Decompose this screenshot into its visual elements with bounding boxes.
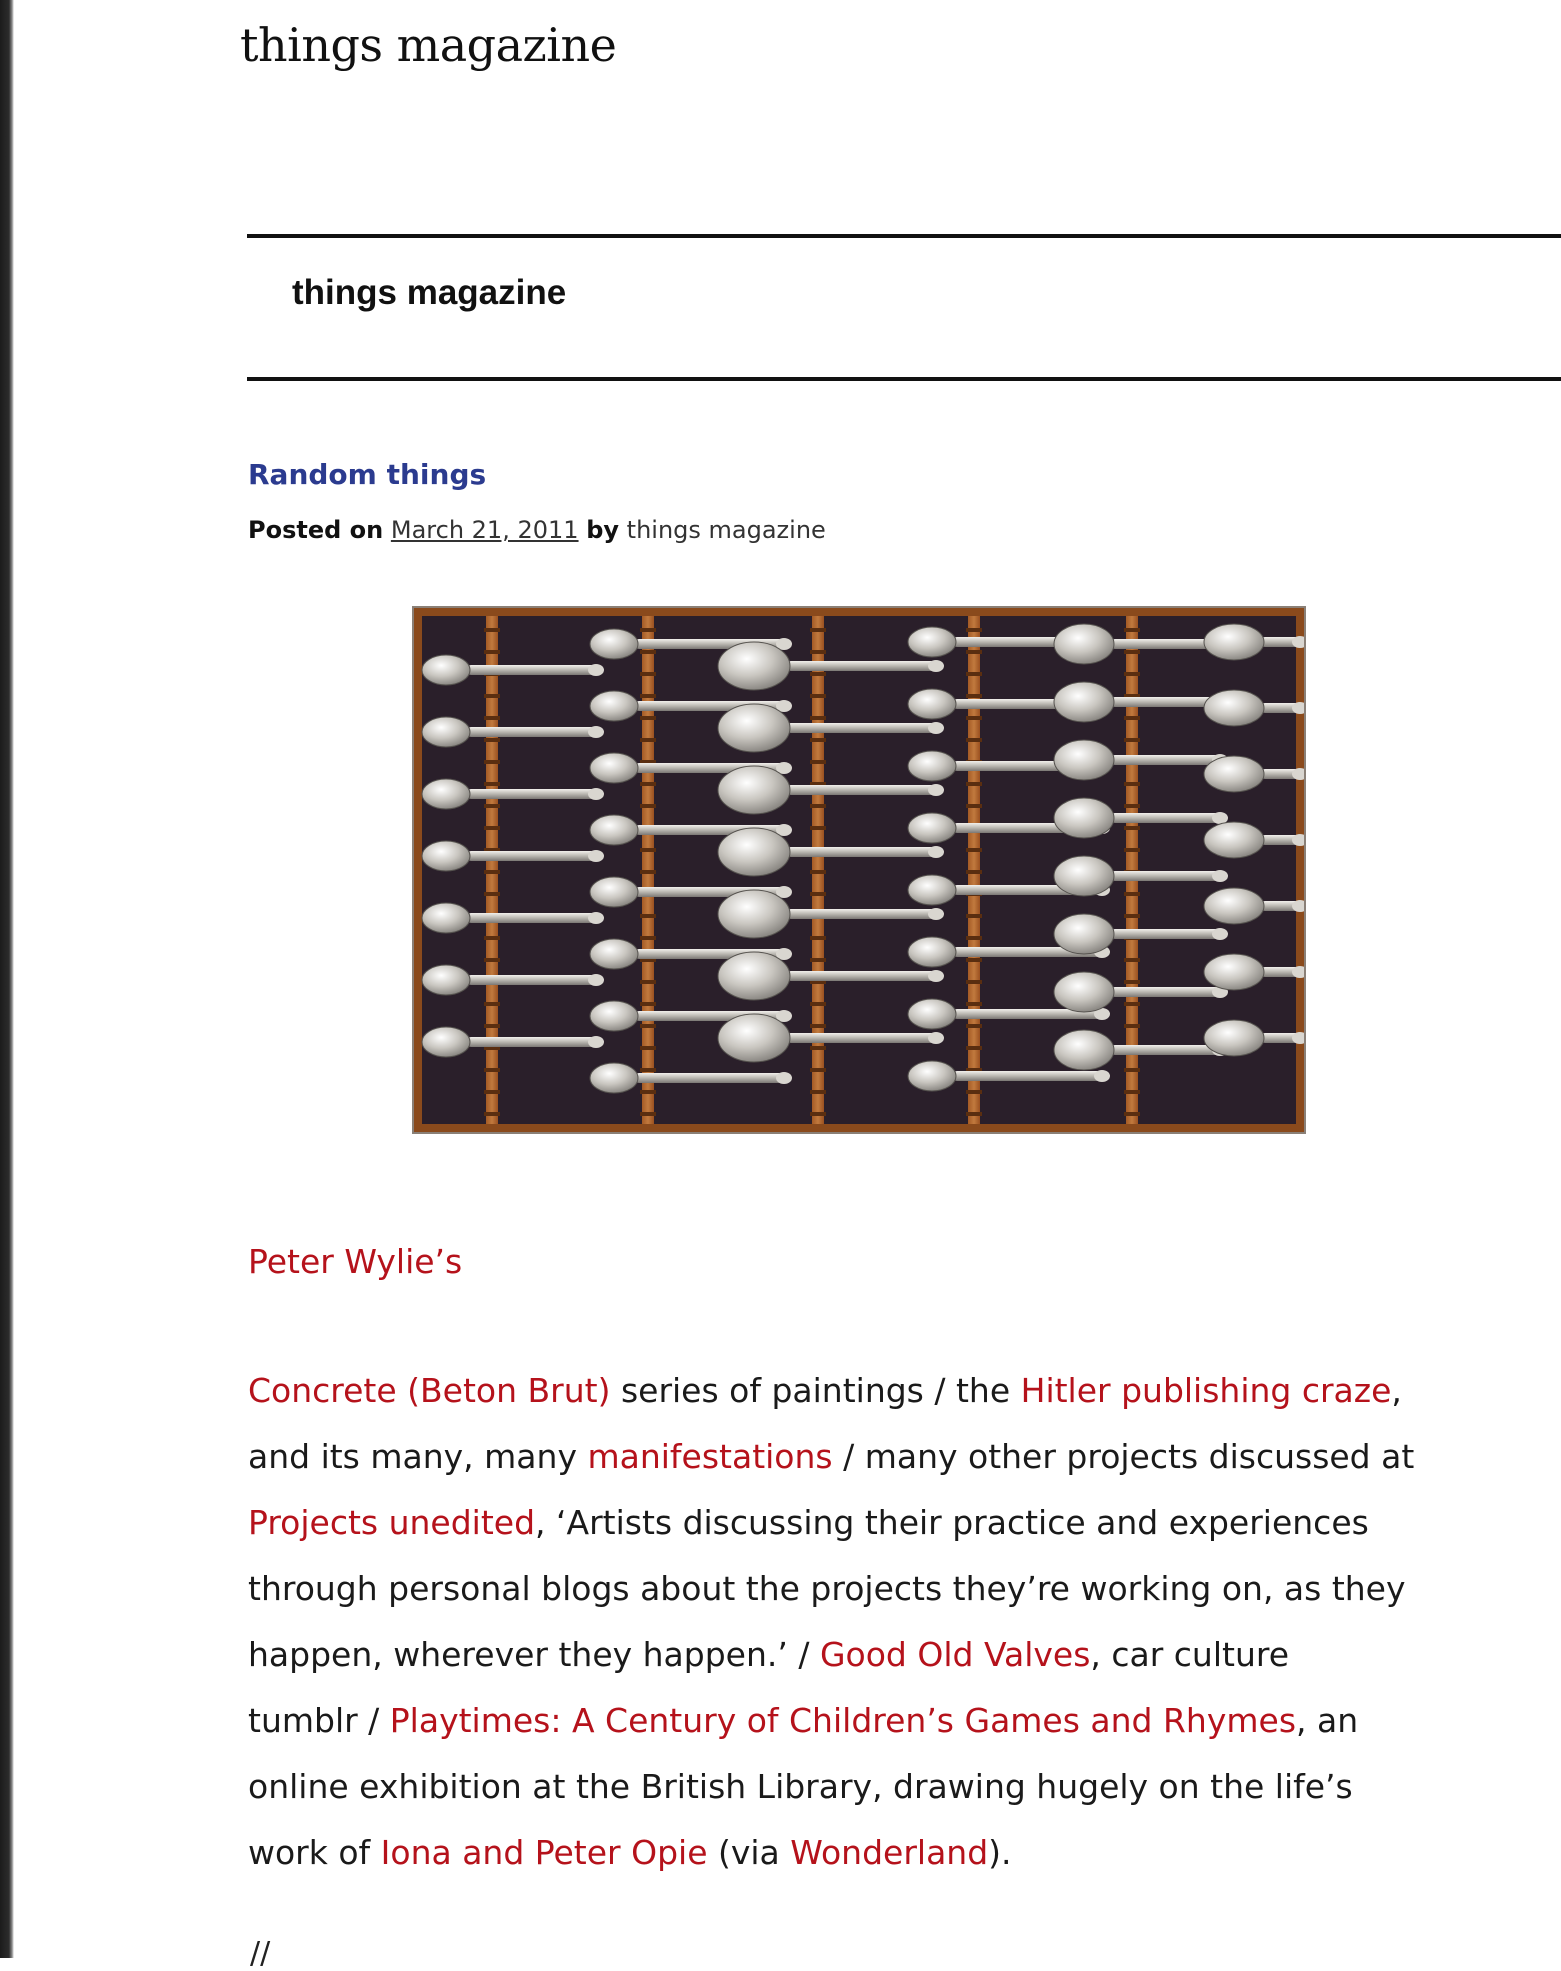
- drawer-notch: [966, 628, 982, 632]
- drawer-notch: [810, 1046, 826, 1050]
- drawer-notch: [640, 716, 656, 720]
- drawer-notch: [1124, 848, 1140, 852]
- spoon-handle-tip: [928, 908, 944, 920]
- drawer-notch: [966, 782, 982, 786]
- drawer-notch: [1124, 1090, 1140, 1094]
- spoon-bowl: [908, 937, 956, 967]
- spoon-drawer-photo: [414, 608, 1304, 1132]
- spoon-bowl: [1204, 822, 1264, 858]
- spoon-handle-tip: [928, 784, 944, 796]
- drawer-notch: [640, 914, 656, 918]
- drawer-notch: [484, 1090, 500, 1094]
- spoon-bowl: [1204, 1020, 1264, 1056]
- spoon-handle-tip: [1094, 1070, 1110, 1082]
- drawer-notch: [484, 716, 500, 720]
- drawer-notch: [484, 804, 500, 808]
- drawer-notch: [966, 958, 982, 962]
- spoon-bowl: [1204, 756, 1264, 792]
- spoon-handle: [786, 847, 936, 857]
- drawer-notch: [640, 628, 656, 632]
- spoon-handle: [466, 913, 596, 923]
- drawer-notch: [640, 1090, 656, 1094]
- inline-link[interactable]: Concrete (Beton Brut): [248, 1371, 611, 1410]
- spoon-bowl: [718, 952, 790, 1000]
- drawer-notch: [966, 980, 982, 984]
- spoon-handle: [786, 1033, 936, 1043]
- drawer-notch: [966, 1024, 982, 1028]
- spoon-handle: [634, 1073, 784, 1083]
- spoon-handle-tip: [588, 912, 604, 924]
- drawer-notch: [1124, 958, 1140, 962]
- spoon-bowl: [590, 939, 638, 969]
- drawer-notch: [484, 1068, 500, 1072]
- drawer-notch: [640, 1024, 656, 1028]
- drawer-notch: [810, 738, 826, 742]
- spoon-bowl: [718, 1014, 790, 1062]
- spoon-handle-tip: [928, 846, 944, 858]
- drawer-notch: [1124, 804, 1140, 808]
- drawer-notch: [966, 804, 982, 808]
- inline-link[interactable]: Iona and Peter Opie: [380, 1833, 708, 1872]
- spoon-bowl: [908, 689, 956, 719]
- drawer-notch: [1124, 826, 1140, 830]
- drawer-notch: [1124, 914, 1140, 918]
- inline-link[interactable]: Wonderland: [790, 1833, 989, 1872]
- spoon-bowl: [1054, 740, 1114, 780]
- drawer-notch: [966, 914, 982, 918]
- body-text-run: happen, wherever they happen.’ /: [248, 1635, 820, 1674]
- drawer-notch: [484, 650, 500, 654]
- drawer-notch: [810, 1112, 826, 1116]
- spoon-bowl: [422, 779, 470, 809]
- spoon-handle: [786, 723, 936, 733]
- spoon-bowl: [908, 627, 956, 657]
- body-text-run: / many other projects discussed at: [832, 1437, 1415, 1476]
- body-text-run: , ‘Artists discussing their practice and experiences: [535, 1503, 1369, 1542]
- spoon-bowl: [1054, 856, 1114, 896]
- spoon-handle-tip: [928, 970, 944, 982]
- drawer-notch: [1124, 1024, 1140, 1028]
- drawer-notch: [966, 738, 982, 742]
- spoon-bowl: [908, 1061, 956, 1091]
- drawer-notch: [640, 650, 656, 654]
- spoon-handle-tip: [588, 974, 604, 986]
- spoon-handle-tip: [588, 788, 604, 800]
- spoon-handle: [952, 1071, 1102, 1081]
- spoon-handle: [1110, 813, 1220, 823]
- header-rule-top: [247, 234, 1561, 238]
- drawer-notch: [966, 716, 982, 720]
- drawer-notch: [484, 958, 500, 962]
- drawer-notch: [810, 870, 826, 874]
- spoon-bowl: [590, 753, 638, 783]
- spoon-handle-tip: [1212, 870, 1228, 882]
- body-text-run: tumblr /: [248, 1701, 390, 1740]
- drawer-notch: [810, 936, 826, 940]
- spoon-handle: [1110, 929, 1220, 939]
- spoon-handle-tip: [588, 664, 604, 676]
- spoon-bowl: [1204, 888, 1264, 924]
- body-line: [248, 1622, 1488, 1688]
- body-text-run: and its many, many: [248, 1437, 588, 1476]
- spoon-handle: [786, 785, 936, 795]
- drawer-notch: [640, 804, 656, 808]
- drawer-notch: [484, 936, 500, 940]
- body-line: [248, 1688, 1488, 1754]
- drawer-notch: [640, 980, 656, 984]
- spoon-handle: [1110, 987, 1220, 997]
- spoon-bowl: [718, 704, 790, 752]
- drawer-notch: [966, 1002, 982, 1006]
- spoon-handle: [1110, 639, 1220, 649]
- spoon-bowl: [422, 1027, 470, 1057]
- inline-link[interactable]: manifestations: [587, 1437, 833, 1476]
- spoon-handle-tip: [928, 1032, 944, 1044]
- drawer-notch: [1124, 650, 1140, 654]
- drawer-notch: [810, 716, 826, 720]
- drawer-notch: [1124, 628, 1140, 632]
- spoon-bowl: [1204, 690, 1264, 726]
- inline-link[interactable]: Good Old Valves: [819, 1635, 1091, 1674]
- drawer-notch: [810, 892, 826, 896]
- drawer-notch: [810, 1090, 826, 1094]
- spoon-handle-tip: [928, 722, 944, 734]
- spoon-bowl: [422, 841, 470, 871]
- drawer-notch: [966, 1046, 982, 1050]
- spoon-bowl: [590, 1063, 638, 1093]
- banner-title[interactable]: things magazine: [292, 273, 567, 312]
- by-label: by: [586, 516, 620, 544]
- drawer-notch: [484, 738, 500, 742]
- spoon-handle: [786, 909, 936, 919]
- drawer-notch: [484, 694, 500, 698]
- spoon-handle: [466, 1037, 596, 1047]
- body-text-run: work of: [248, 1833, 381, 1872]
- drawer-notch: [810, 804, 826, 808]
- spoon-bowl: [1204, 624, 1264, 660]
- drawer-notch: [484, 782, 500, 786]
- drawer-notch: [966, 1112, 982, 1116]
- body-text-run: series of paintings / the: [610, 1371, 1021, 1410]
- body-text-run: ).: [988, 1833, 1012, 1872]
- drawer-notch: [484, 1002, 500, 1006]
- post-date-link[interactable]: March 21, 2011: [390, 516, 579, 544]
- spoon-bowl: [590, 877, 638, 907]
- drawer-notch: [484, 826, 500, 830]
- drawer-notch: [966, 848, 982, 852]
- drawer-notch: [966, 936, 982, 940]
- spoon-handle-tip: [588, 850, 604, 862]
- body-text-run: , an: [1296, 1701, 1359, 1740]
- body-line: [248, 1358, 1488, 1424]
- spoon-handle: [1110, 755, 1220, 765]
- drawer-notch: [810, 1024, 826, 1028]
- drawer-notch: [810, 1068, 826, 1072]
- spoon-bowl: [908, 751, 956, 781]
- spoon-handle-tip: [588, 1036, 604, 1048]
- header-rule-bottom: [247, 377, 1561, 381]
- post-trailing-mark: //: [250, 1936, 271, 1971]
- drawer-notch: [1124, 1068, 1140, 1072]
- body-text-run: (via: [707, 1833, 791, 1872]
- post-byline: [248, 516, 826, 544]
- spoon-bowl: [1054, 798, 1114, 838]
- post-author[interactable]: things magazine: [626, 516, 826, 544]
- posted-on-label: Posted on: [248, 516, 384, 544]
- drawer-notch: [484, 1024, 500, 1028]
- spoon-handle: [466, 789, 596, 799]
- drawer-notch: [640, 1112, 656, 1116]
- spoon-bowl: [422, 655, 470, 685]
- spoon-handle: [1110, 871, 1220, 881]
- spoon-bowl: [1054, 682, 1114, 722]
- drawer-notch: [810, 958, 826, 962]
- spoon-bowl: [590, 1001, 638, 1031]
- drawer-notch: [810, 672, 826, 676]
- body-line: [248, 1556, 1488, 1622]
- drawer-notch: [966, 694, 982, 698]
- body-text-run: through personal blogs about the projects they’re working on, as they: [248, 1569, 1406, 1608]
- post-title[interactable]: Random things: [248, 458, 487, 491]
- drawer-notch: [640, 870, 656, 874]
- drawer-notch: [640, 936, 656, 940]
- spoon-handle: [466, 851, 596, 861]
- spoon-bowl: [590, 815, 638, 845]
- drawer-notch: [1124, 672, 1140, 676]
- spoon-bowl: [718, 828, 790, 876]
- body-line: [248, 1754, 1488, 1820]
- body-line: [248, 1490, 1488, 1556]
- inline-link[interactable]: Playtimes: A Century of Children’s Games and Rhymes: [389, 1701, 1297, 1740]
- drawer-notch: [640, 782, 656, 786]
- inline-link[interactable]: Projects unedited: [248, 1503, 536, 1542]
- post-body: [248, 1358, 1488, 1886]
- drawer-notch: [966, 870, 982, 874]
- drawer-notch: [1124, 738, 1140, 742]
- spoon-bowl: [590, 629, 638, 659]
- spoon-handle: [1110, 1045, 1220, 1055]
- spoon-bowl: [422, 965, 470, 995]
- spoon-handle: [466, 975, 596, 985]
- drawer-notch: [810, 694, 826, 698]
- spoon-bowl: [908, 813, 956, 843]
- spoon-handle-tip: [928, 660, 944, 672]
- body-line: [248, 1820, 1488, 1886]
- drawer-notch: [640, 1002, 656, 1006]
- drawer-notch: [1124, 892, 1140, 896]
- spoon-bowl: [718, 890, 790, 938]
- spoon-bowl: [1054, 1030, 1114, 1070]
- spoon-handle-tip: [1212, 928, 1228, 940]
- spoon-bowl: [1204, 954, 1264, 990]
- body-text-run: , car culture: [1090, 1635, 1290, 1674]
- drawer-notch: [640, 694, 656, 698]
- body-line: [248, 1424, 1488, 1490]
- spoon-bowl: [1054, 624, 1114, 664]
- drawer-notch: [810, 760, 826, 764]
- drawer-notch: [640, 1046, 656, 1050]
- spoon-handle: [466, 727, 596, 737]
- drawer-notch: [640, 738, 656, 742]
- drawer-notch: [484, 628, 500, 632]
- drawer-notch: [484, 760, 500, 764]
- spoon-handle: [786, 661, 936, 671]
- drawer-notch: [966, 672, 982, 676]
- drawer-notch: [640, 672, 656, 676]
- drawer-notch: [810, 628, 826, 632]
- spoon-bowl: [1054, 972, 1114, 1012]
- drawer-notch: [966, 1090, 982, 1094]
- drawer-notch: [810, 826, 826, 830]
- drawer-notch: [1124, 782, 1140, 786]
- body-text-run: online exhibition at the British Library, drawing hugely on the life’s: [248, 1767, 1353, 1806]
- drawer-notch: [640, 1068, 656, 1072]
- drawer-notch: [1124, 1112, 1140, 1116]
- site-title: things magazine: [240, 18, 617, 72]
- spoon-bowl: [718, 642, 790, 690]
- spoon-bowl: [422, 903, 470, 933]
- spoon-handle-tip: [776, 1072, 792, 1084]
- spoon-handle: [786, 971, 936, 981]
- drawer-notch: [1124, 1002, 1140, 1006]
- drawer-notch: [484, 892, 500, 896]
- drawer-notch: [810, 1002, 826, 1006]
- drawer-notch: [640, 848, 656, 852]
- spoon-bowl: [718, 766, 790, 814]
- scan-edge: [0, 0, 14, 1958]
- inline-link[interactable]: Hitler publishing craze: [1020, 1371, 1392, 1410]
- drawer-notch: [810, 650, 826, 654]
- post-intro: Peter Wylie’s: [248, 1242, 463, 1281]
- drawer-notch: [1124, 980, 1140, 984]
- spoon-bowl: [908, 999, 956, 1029]
- spoon-handle: [1110, 697, 1220, 707]
- spoon-bowl: [908, 875, 956, 905]
- drawer-notch: [966, 650, 982, 654]
- drawer-notch: [1124, 716, 1140, 720]
- spoon-handle-tip: [588, 726, 604, 738]
- spoon-bowl: [422, 717, 470, 747]
- spoon-bowl: [1054, 914, 1114, 954]
- body-text-run: ,: [1391, 1371, 1402, 1410]
- drawer-notch: [484, 1112, 500, 1116]
- drawer-notch: [484, 870, 500, 874]
- spoon-bowl: [590, 691, 638, 721]
- spoon-handle: [466, 665, 596, 675]
